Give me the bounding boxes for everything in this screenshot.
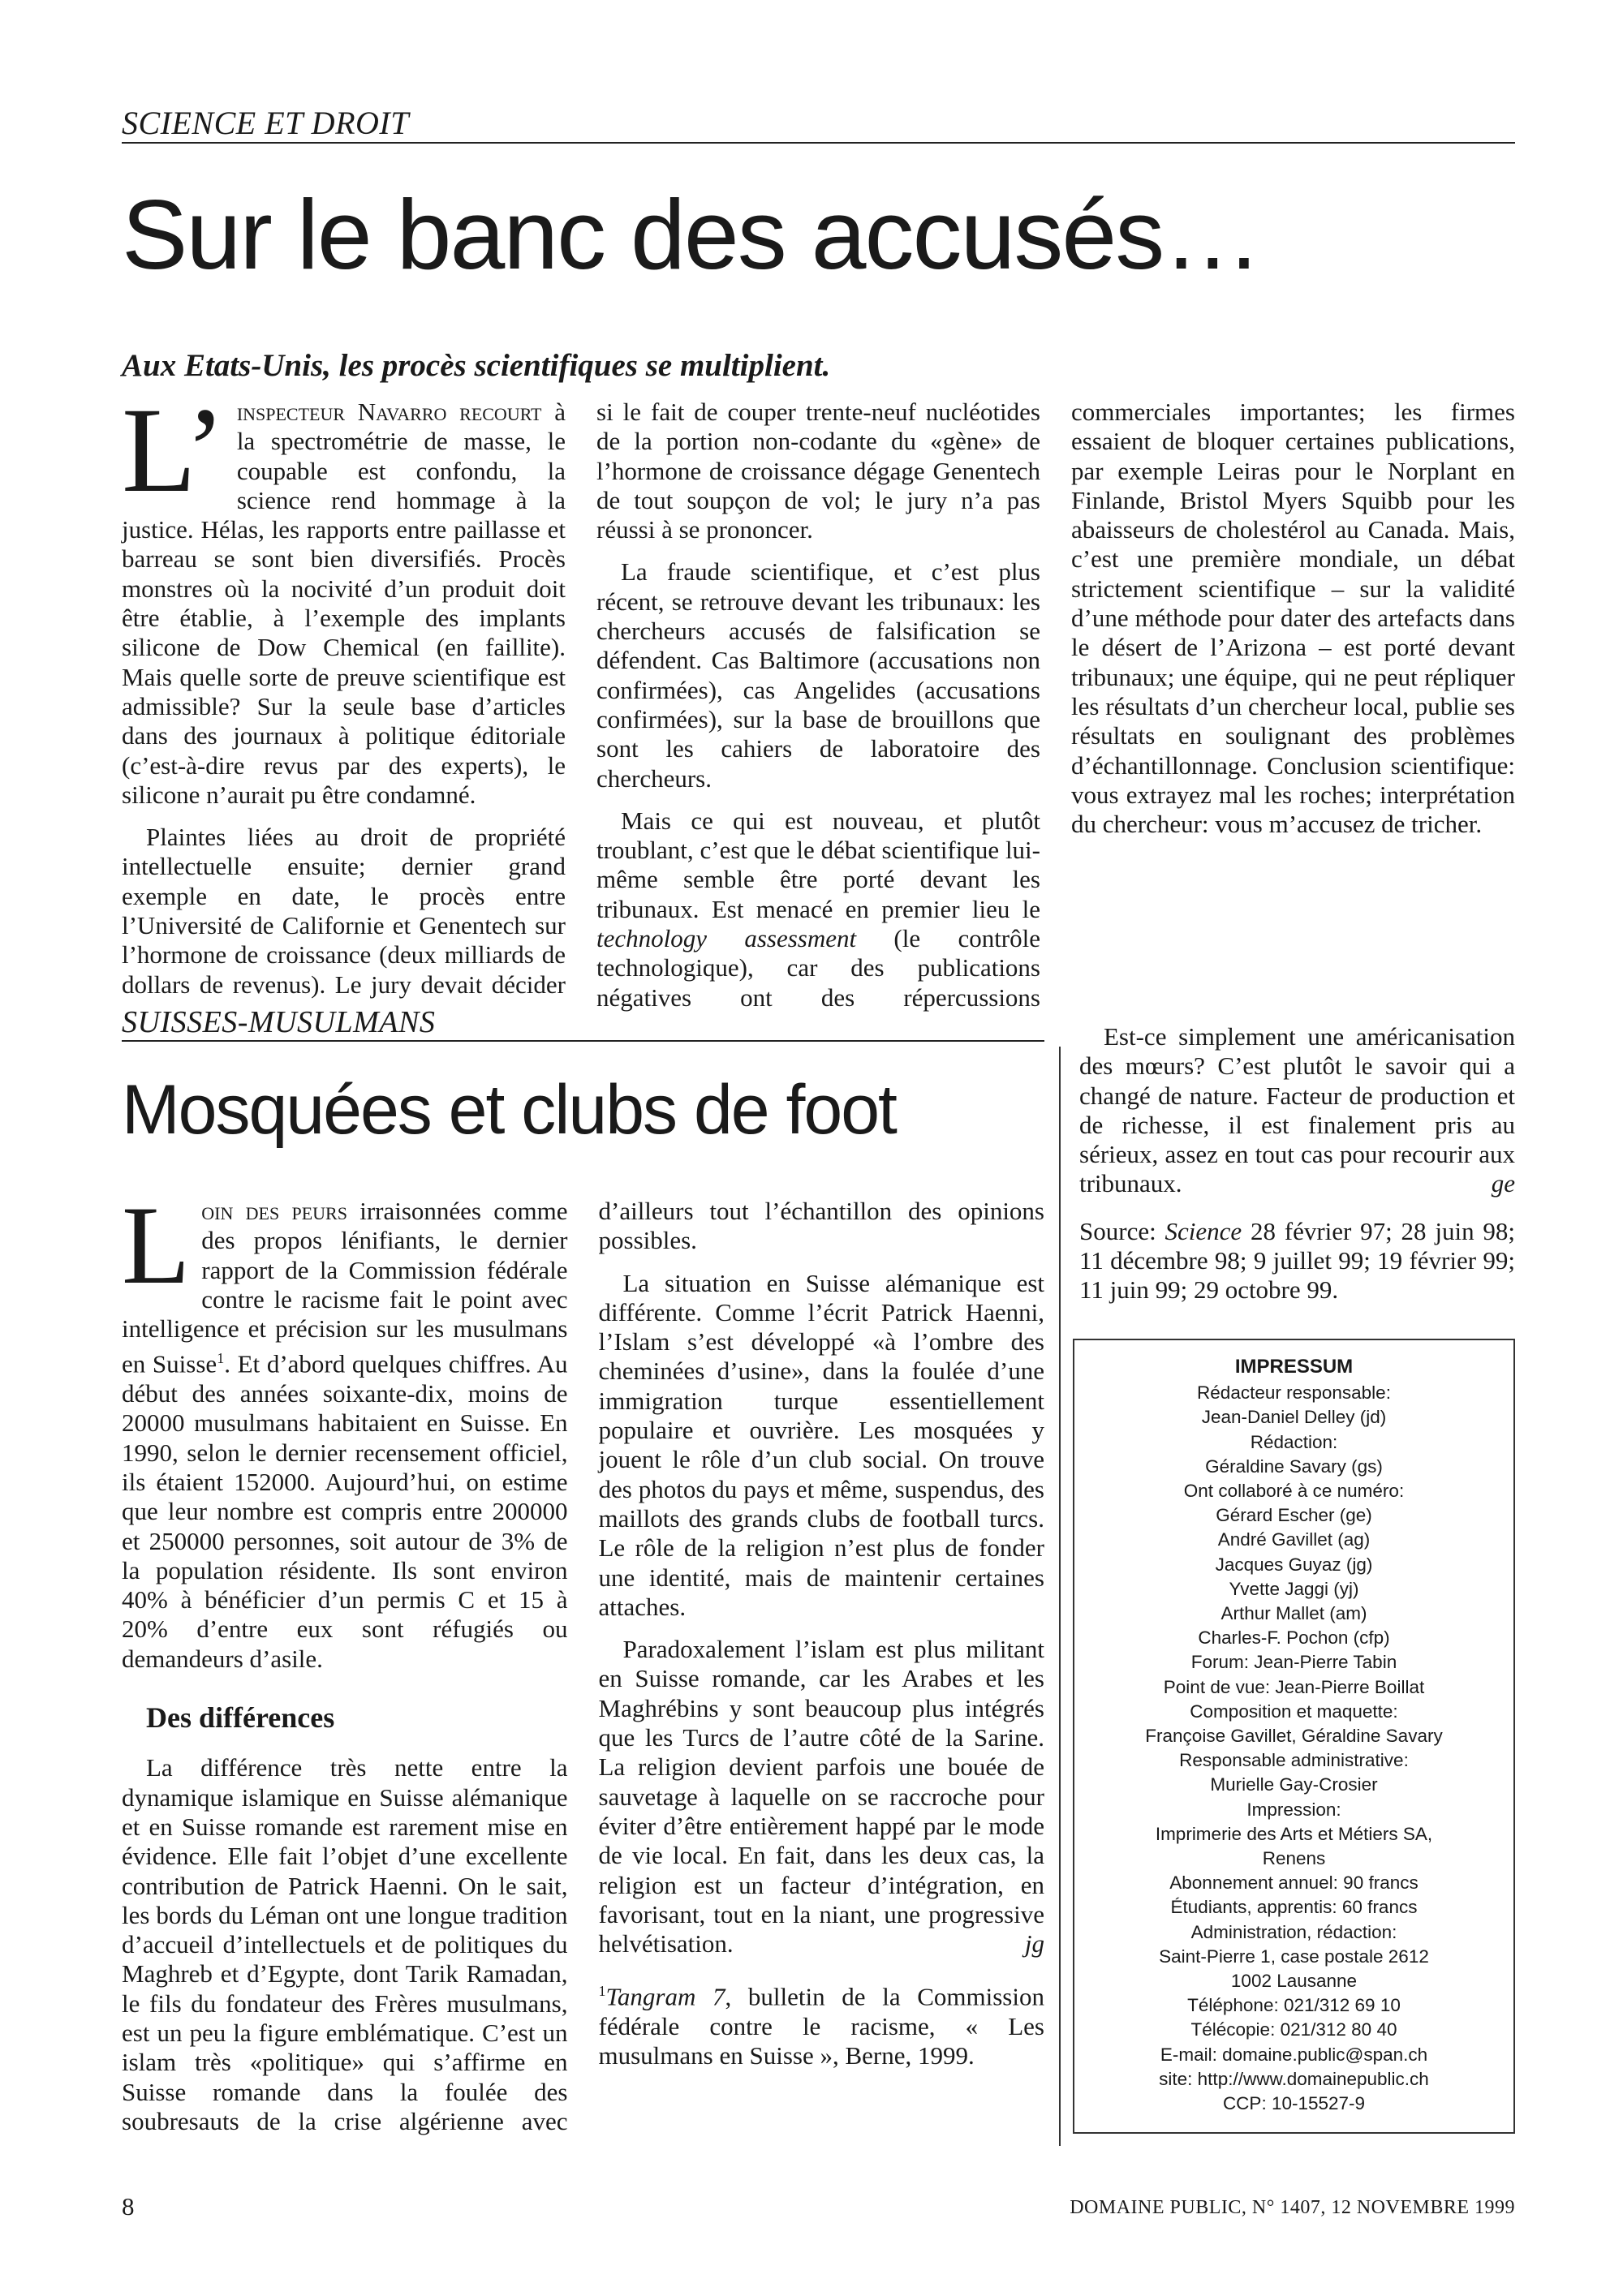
author-signature: ge: [1491, 1169, 1515, 1198]
subheading: Des différences: [146, 1701, 335, 1735]
impressum-line: Saint-Pierre 1, case postale 2612: [1159, 1946, 1429, 1967]
impressum-line: CCP: 10-15527-9: [1222, 2093, 1366, 2114]
paragraph: La fraude scientifique, et c’est plus récent, se retrouve devant les tribunaux: les chercheurs accusés de falsification se défendent. Cas Baltimore (accusations non confirmées), cas Angelides (accusations confirmées), sur la base de brouillons que sont les cahiers de laboratoire des chercheurs.: [596, 557, 1040, 793]
paragraph-text: (le contrôle technologique), car des publications négatives ont des répercussions commerciales importantes; les firmes essaient de bloquer certaines publications, par exemple Leiras pour le Norplant en Finlande, Bristol Myers Squibb pour les abaisseurs de cholestérol au Canada. Mais, c’est une première mondiale, un débat strictement scientifique – sur la validité d’une méthode pour dater des artefacts dans le désert de l’Arizona – est porté devant tribunaux; une équipe, qui ne peut répliquer les résultats d’un chercheur local, publie ses résultats en soulignant des problèmes d’échantillonnage. Conclusion scientifique: vous extrayez mal les roches; interprétation du chercheur: vous m’accusez de tricher.: [596, 398, 1515, 1012]
article-title: Mosquées et clubs de foot: [122, 1071, 896, 1149]
section-rubric: SCIENCE ET DROIT: [122, 105, 409, 141]
impressum-line: Françoise Gavillet, Géraldine Savary: [1145, 1726, 1443, 1747]
impressum-line[interactable]: site: http://www.domainepublic.ch: [1159, 2068, 1429, 2089]
impressum-line: Télécopie: 021/312 80 40: [1190, 2019, 1397, 2040]
column-divider: [1059, 1047, 1061, 2146]
impressum-line[interactable]: E-mail: domaine.public@span.ch: [1160, 2044, 1428, 2065]
impressum-lines: [1083, 1381, 1505, 2116]
paragraph: La différence très nette entre la dynamique islamique en Suisse alémanique et en Suisse romande est rarement mise en évidence. Elle fait l’objet d’une excellente contribution de Patrick Haenni. On le sait, les bords du Léman ont une longue tradition d’accueil d’intellectuels et de politiques du Maghreb et d’Egypte, dont Tarik Ramadan, le fils du fondateur des Frères musulmans, est un peu la figure emblématique. C’est un islam très «politique» qui s’affirme en Suisse romande dans la foulée des soubresauts de la crise algérienne avec d’ailleurs tout l’échantillon des opinions possibles.: [122, 1197, 1044, 2135]
impressum-line: Jean-Daniel Delley (jd): [1201, 1407, 1387, 1428]
impressum-line: Jacques Guyaz (jg): [1215, 1554, 1373, 1575]
article-title: Sur le banc des accusés…: [122, 179, 1261, 290]
impressum-line: Responsable administrative:: [1179, 1750, 1409, 1771]
impressum-line: Gérard Escher (ge): [1216, 1505, 1372, 1526]
impressum-line: Administration, rédaction:: [1190, 1921, 1397, 1942]
impressum-line: Téléphone: 021/312 69 10: [1187, 1995, 1401, 2016]
paragraph: à la spectrométrie de masse, le coupable est confondu, la science rend hommage à la justice. Hélas, les rapports entre paillasse et barreau se sont bien diversifiés. Procès monstres où la nocivité d’un produit doit être établie, à l’exemple des implants silicone de Dow Chemical (en faillite). Mais quelle sorte de preuve scientifique est admissible? Sur la seule base d’articles dans des journaux à politique éditoriale (c’est-à-dire revus par des experts), le silicone n’aurait pu être condamné.: [122, 398, 566, 809]
lead-in: inspecteur Navarro recourt: [236, 398, 542, 426]
section-rule: [122, 1040, 1044, 1042]
publication-info: DOMAINE PUBLIC, N° 1407, 12 NOVEMBRE 1999: [1070, 2197, 1515, 2218]
section-rubric: SUISSES-MUSULMANS: [122, 1005, 436, 1039]
article-body-science: [122, 383, 1515, 1022]
impressum-line: Impression:: [1246, 1799, 1341, 1820]
source-note: Source: Science 28 février 97; 28 juin 98; 11 décembre 98; 9 juillet 99; 19 février 99; 11 juin 99; 29 octobre 99.: [1079, 1216, 1515, 1305]
section-rule: [122, 142, 1515, 144]
paragraph: Est-ce simplement une américanisation des mœurs? C’est plutôt le savoir qui a changé de nature. Facteur de production et de richesse, il est finalement pris au sérieux, assez en tout cas pour recourir aux tribunaux. ge: [1079, 1022, 1515, 1198]
impressum-line: Forum: Jean-Pierre Tabin: [1190, 1652, 1397, 1673]
impressum-line: Rédaction:: [1250, 1431, 1338, 1452]
footnote: $^1$Tangram 7, bulletin de la Commission fédérale contre le racisme, « Les musulmans en Suisse », Berne, 1999.: [598, 1982, 1044, 2070]
impressum-line: Composition et maquette:: [1190, 1701, 1398, 1722]
paragraph-text: Mais ce qui est nouveau, et plutôt troublant, c’est que le débat scientifique lui-même semble être porté devant les tribunaux. Est menacé en premier lieu le: [596, 806, 1040, 923]
drop-cap: L: [122, 1183, 191, 1307]
impressum-line: Yvette Jaggi (yj): [1229, 1578, 1359, 1599]
impressum-line: Géraldine Savary (gs): [1205, 1455, 1383, 1477]
author-signature: jg: [1024, 1929, 1044, 1958]
paragraph: Plaintes liées au droit de propriété intellectuelle ensuite; dernier grand exemple en date, le procès entre l’Université de Californie et Genentech sur l’hormone de croissance (deux milliards de dollars de revenus). Le jury devait décider si le fait de couper trente-neuf nucléotides de la portion non-codante du «gène» de l’hormone de croissance dégage Genentech de tout soupçon de vol; le jury n’a pas réussi à se prononcer.: [122, 398, 1040, 999]
paragraph: La situation en Suisse alémanique est différente. Comme l’écrit Patrick Haenni, l’Islam s’est développé «à l’ombre des cheminées d’usine», dans la foulée d’une immigration turque essentiellement populaire et ouvrière. Les mosquées y jouent le rôle d’un club social. On trouve des photos du pays et même, suspendus, des maillots des grands clubs de football turcs. Le rôle de la religion n’est plus de fonder une identité, mais de maintenir certaines attaches.: [598, 1268, 1044, 1621]
impressum-line: Charles-F. Pochon (cfp): [1198, 1627, 1390, 1649]
article-body-science-end: [1079, 1022, 1515, 1305]
impressum-line: 1002 Lausanne: [1230, 1971, 1358, 1992]
paragraph: Paradoxalement l’islam est plus militant en Suisse romande, car les Arabes et les Maghrébins y sont beaucoup plus intégrés que les Turcs de l’autre côté de la Sarine. La religion devient parfois une bouée de sauvetage à laquelle on se raccroche pour éviter d’être entièrement happé par le mode de vie local. En fait, dans les deux cas, la religion est un facteur d’intégration, en favorisant, tout en la niant, une progressive helvétisation. jg: [598, 1635, 1044, 1958]
impressum-line: Ont collaboré à ce numéro:: [1183, 1481, 1405, 1502]
footnote-ref: 1: [217, 1350, 225, 1367]
impressum-line: Abonnement annuel: 90 francs: [1169, 1872, 1419, 1894]
impressum-line: Imprimerie des Arts et Métiers SA,: [1155, 1823, 1433, 1844]
lead-in: oin des peurs: [201, 1197, 347, 1225]
impressum-line: Étudiants, apprentis: 60 francs: [1170, 1897, 1418, 1918]
article-lead: Aux Etats-Unis, les procès scientifiques se multiplient.: [122, 348, 831, 383]
emphasis: technology assessment: [596, 924, 857, 953]
article-body-mosques: Loin des peurs irraisonnées comme des propos lénifiants, le dernier rapport de la Commission fédérale contre le racisme fait le point avec intelligence et précision sur les musulmans en Suisse$^1$. Et d’abord quelques chiffres. Au début des années soixante-dix, moins de 20000 musulmans habitaient en Suisse. En 1990, selon le dernier recensement officiel, ils étaient 152000. Aujourd’hui, on estime que leur nombre est compris entre 200000 et 250000 personnes, soit autour de 3% de la population résidente. Ils sont environ 40% à bénéficier d’un permis C et 15 à 20% d’entre eux sont réfugiés ou demandeurs d’asile. Des différences La différence très nette entre la dynamique islamique en Suisse alémanique et en Suisse romande est rarement mise en évidence. Elle fait l’objet d’une excellente contribution de Patrick Haenni. On le sait, les bords du Léman ont une longue tradition d’accueil d’intellectuels et de politiques du Maghreb et d’Egypte, dont Tarik Ramadan, le fils du fondateur des Frères musulmans, est un peu la figure emblématique. C’est un islam très «politique» qui s’affirme en Suisse romande dans la foulée des soubresauts de la crise algérienne avec d’ailleurs tout l’échantillon des opinions possibles. La situation en Suisse alémanique est différente. Comme l’écrit Patrick Haenni, l’Islam s’est développé «à l’ombre des cheminées d’usine», dans la foulée d’une immigration turque essentiellement populaire et ouvrière. Les mosquées y jouent le rôle d’un club social. On trouve des photos du pays et même, suspendus, des maillots des grands clubs de football turcs. Le rôle de la religion n’est plus de fonder une identité, mais de maintenir certaines attaches. Paradoxalement l’islam est plus militant en Suisse romande, car les Arabes et les Maghrébins y sont beaucoup plus intégrés que les Turcs de l’autre côté de la Sarine. La religion devient parfois une bouée de sauvetage à laquelle on se raccroche pour éviter d’être entièrement happé par le mode de vie local. En fait, dans les deux cas, la religion est un facteur d’intégration, en favorisant, tout en la niant, une progressive helvétisation. jg $^1$Tangram 7, bulletin de la Commission fédérale contre le racisme, « Les musulmans en Suisse », Berne, 1999.: [122, 1197, 1044, 2146]
impressum-box: [1073, 1339, 1515, 2134]
drop-cap: L’: [122, 383, 226, 518]
page-number: 8: [122, 2192, 135, 2221]
impressum-line: Arthur Mallet (am): [1220, 1603, 1367, 1624]
impressum-line: Point de vue: Jean-Pierre Boillat: [1163, 1676, 1425, 1697]
impressum-line: Murielle Gay-Crosier: [1210, 1774, 1378, 1795]
impressum-line: Rédacteur responsable:: [1197, 1382, 1391, 1404]
impressum-line: André Gavillet (ag): [1217, 1529, 1371, 1550]
impressum-line: Renens: [1262, 1848, 1326, 1869]
impressum-title: IMPRESSUM: [1234, 1356, 1354, 1378]
